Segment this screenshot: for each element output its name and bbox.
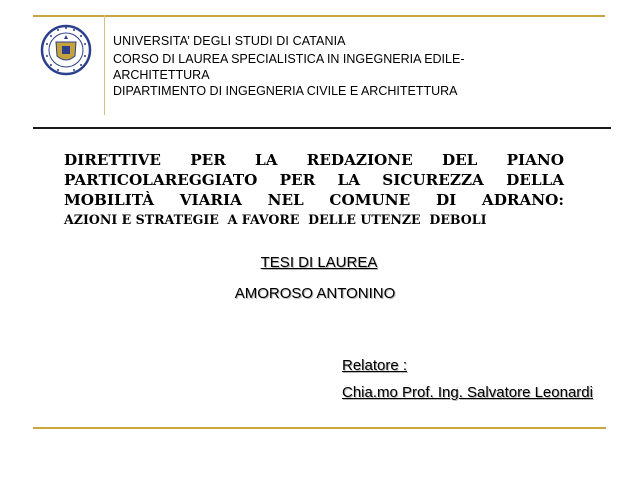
- title-word: SICUREZZA: [382, 171, 484, 189]
- top-gold-rule: [33, 15, 605, 17]
- title-word: DELLA: [506, 171, 564, 189]
- thesis-title: [64, 150, 564, 230]
- title-line-3: [64, 190, 564, 210]
- university-seal-logo: [40, 22, 92, 78]
- title-line-1: [64, 150, 564, 170]
- header-divider: [33, 127, 611, 129]
- author-name: AMOROSO ANTONINO: [234, 285, 396, 302]
- title-word: ADRANO:: [481, 191, 564, 209]
- title-word: NEL: [267, 191, 304, 209]
- supervisor-name: Chia.mo Prof. Ing. Salvatore Leonardi: [342, 384, 593, 401]
- bottom-gold-rule: [33, 427, 606, 429]
- university-name: UNIVERSITA’ DEGLI STUDI DI CATANIA: [113, 34, 346, 48]
- title-word: DIRETTIVE: [64, 151, 161, 169]
- title-word: PER: [190, 151, 226, 169]
- left-frame-line: [104, 15, 105, 115]
- supervisor-label: Relatore :: [342, 357, 408, 374]
- title-word: PIANO: [506, 151, 564, 169]
- thesis-label: TESI DI LAUREA: [260, 254, 378, 271]
- title-word: COMUNE: [329, 191, 411, 209]
- title-word: LA: [337, 171, 360, 189]
- department-name: DIPARTIMENTO DI INGEGNERIA CIVILE E ARCHITETTURA: [113, 84, 458, 98]
- title-line-2: [64, 170, 564, 190]
- title-word: PARTICOLAREGGIATO: [64, 171, 258, 189]
- title-word: MOBILITÀ: [64, 191, 155, 209]
- title-word: DI: [435, 191, 457, 209]
- course-name-line1: CORSO DI LAUREA SPECIALISTICA IN INGEGNERIA EDILE-: [113, 52, 465, 66]
- institution-header: [113, 33, 503, 99]
- title-word: PER: [279, 171, 316, 189]
- title-word: VIARIA: [179, 191, 242, 209]
- title-word: LA: [255, 151, 278, 169]
- title-line-4: AZIONI E STRATEGIE A FAVORE DELLE UTENZE DEBOLI: [64, 212, 487, 227]
- course-name-line2: ARCHITETTURA: [113, 68, 210, 82]
- title-word: DEL: [441, 151, 478, 169]
- title-word: REDAZIONE: [306, 151, 413, 169]
